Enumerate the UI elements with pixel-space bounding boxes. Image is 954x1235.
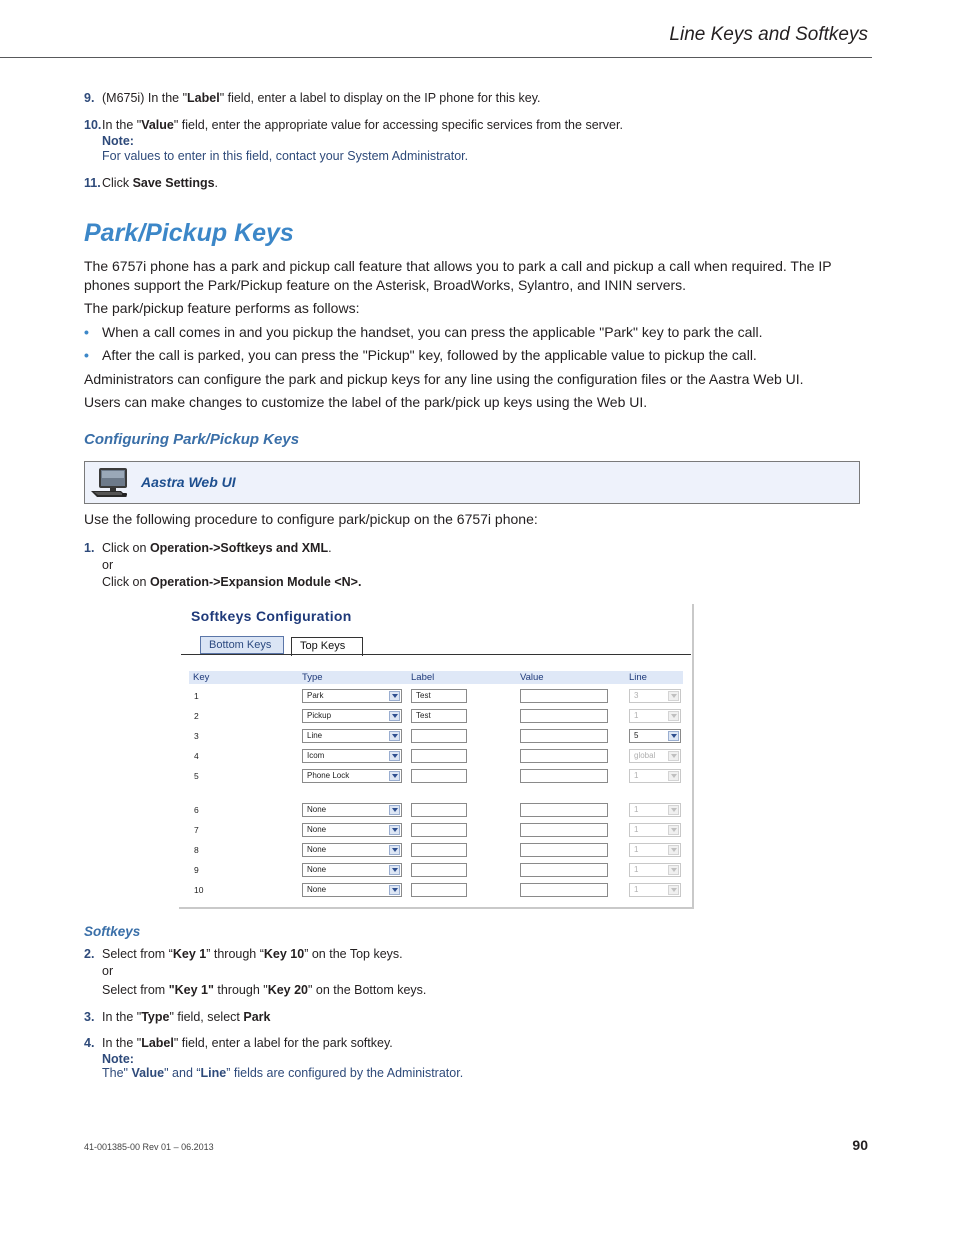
step-number: 11. [84,176,101,190]
chevron-down-icon [389,825,400,835]
step-number: 2. [84,947,95,961]
step-bold: Park [243,1010,271,1024]
line-select-value: 5 [634,731,639,740]
admins-text: Administrators can configure the park and pickup keys for any line using the configuration files or the Aastra Web UI. [84,371,804,387]
type-select-value: None [307,825,327,834]
step-text: ” through “ [206,947,264,961]
value-input[interactable] [520,689,608,703]
row-key-number: 4 [194,751,199,761]
step-2 [84,946,403,963]
chevron-down-icon [668,771,679,781]
tab-underline [181,654,691,655]
value-input[interactable] [520,749,608,763]
step-bold: Label [141,1036,174,1050]
label-input[interactable] [411,709,467,723]
bullet-text: After the call is parked, you can press the "Pickup" key, followed by the applicable value to pickup the call. [102,347,757,363]
type-select[interactable] [302,843,402,857]
procedure-intro: Use the following procedure to configure park/pickup on the 6757i phone: [84,511,538,527]
chevron-down-icon [389,691,400,701]
line-select [629,863,681,877]
chevron-down-icon [389,771,400,781]
step-text: " field, enter the appropriate value for accessing specific services from the server. [173,118,623,132]
line-select [629,883,681,897]
line-select [629,803,681,817]
chevron-down-icon [668,751,679,761]
col-type: Type [302,672,323,683]
type-select-value: Pickup [307,711,332,720]
chevron-down-icon [389,711,400,721]
type-select[interactable] [302,769,402,783]
step-text: In the " [102,1010,142,1024]
type-select-value: Icom [307,751,325,760]
value-input[interactable] [520,883,608,897]
line-select [629,689,681,703]
type-select-value: Line [307,731,323,740]
page-number: 90 [852,1137,868,1153]
line-select[interactable] [629,729,681,743]
line-select [629,749,681,763]
line-select [629,769,681,783]
chevron-down-icon [389,885,400,895]
row-key-number: 10 [194,885,204,895]
line-select-value: 1 [634,865,639,874]
step-bold: Value [141,118,174,132]
intro-line-1: The 6757i phone has a park and pickup call feature that allows you to park a call and pickup a call when required. The IP [84,258,832,274]
step-1 [84,540,332,557]
label-input[interactable] [411,823,467,837]
step-text: " field, enter a label for the park softkey. [173,1036,393,1050]
step-text: Select from “ [102,947,173,961]
line-select-value: global [634,751,656,760]
step-bold: Key 20 [267,983,308,997]
step-text: ” on the Top keys. [304,947,403,961]
step-11 [84,175,218,192]
type-select[interactable] [302,729,402,743]
type-select-value: None [307,865,327,874]
row-key-number: 6 [194,805,199,815]
chevron-down-icon [668,825,679,835]
step-text: Click on [102,541,150,555]
type-select-value: Park [307,691,324,700]
col-line: Line [629,672,647,683]
label-input[interactable] [411,749,467,763]
label-input[interactable] [411,843,467,857]
note-text: For values to enter in this field, contact your System Administrator. [102,149,469,163]
step-bold: Type [141,1010,170,1024]
computer-icon [91,467,129,499]
note-segment: ” fields are configured by the Administrator. [226,1066,464,1080]
value-input[interactable] [520,769,608,783]
line-select-value: 1 [634,825,639,834]
chevron-down-icon [668,885,679,895]
step-2-or: or [102,964,114,978]
label-input[interactable] [411,729,467,743]
step-text: " field, enter a label to display on the IP phone for this key. [219,91,541,105]
line-select-value: 1 [634,845,639,854]
note-segment: The" [102,1066,132,1080]
row-key-number: 1 [194,691,199,701]
chevron-down-icon [389,751,400,761]
step-bold: Save Settings [132,176,215,190]
note-segment: " and “ [164,1066,201,1080]
type-select-value: Phone Lock [307,771,350,780]
intro-line-2: phones support the Park/Pickup feature on the Asterisk, BroadWorks, Sylantro, and ININ servers. [84,277,687,293]
value-input[interactable] [520,803,608,817]
web-ui-label: Aastra Web UI [141,474,236,490]
bullet-icon: • [84,324,89,340]
line-select [629,823,681,837]
performs-text: The park/pickup feature performs as follows: [84,300,360,316]
tab-bottom-keys[interactable]: Bottom Keys [200,636,284,654]
bullet-item [84,323,763,342]
line-select-value: 1 [634,885,639,894]
running-header-title: Line Keys and Softkeys [669,24,868,45]
col-key: Key [193,672,210,683]
step-text: through " [213,983,268,997]
step-number: 4. [84,1036,95,1050]
type-select[interactable] [302,863,402,877]
chevron-down-icon [668,845,679,855]
row-key-number: 2 [194,711,199,721]
bullet-icon: • [84,347,89,363]
step-bold: "Key 1" [168,983,214,997]
web-ui-callout [84,461,860,504]
label-input[interactable] [411,863,467,877]
type-select[interactable] [302,709,402,723]
chevron-down-icon [668,691,679,701]
line-select [629,843,681,857]
chevron-down-icon [389,865,400,875]
step-bold: Operation->Expansion Module <N>. [149,575,362,589]
step-bold: Operation->Softkeys and XML [149,541,329,555]
label-input[interactable] [411,689,467,703]
col-value: Value [520,672,544,683]
note-bold: Line [200,1066,227,1080]
label-input[interactable] [411,883,467,897]
step-text: " on the Bottom keys. [308,983,427,997]
line-select [629,709,681,723]
value-input[interactable] [520,823,608,837]
note-label: Note: [102,1052,134,1066]
step-bold: Key 10 [263,947,305,961]
type-select[interactable] [302,883,402,897]
type-select[interactable] [302,749,402,763]
users-text: Users can make changes to customize the label of the park/pick up keys using the Web UI. [84,394,648,410]
line-select-value: 1 [634,711,639,720]
label-input[interactable] [411,769,467,783]
value-input[interactable] [520,863,608,877]
col-label: Label [411,672,435,683]
note-text [102,1066,463,1080]
chevron-down-icon [389,805,400,815]
section-heading: Park/Pickup Keys [84,219,294,247]
softkeys-configuration-screenshot [179,604,694,909]
step-9 [84,90,541,107]
line-select-value: 3 [634,691,639,700]
value-input[interactable] [520,729,608,743]
step-3 [84,1009,270,1026]
chevron-down-icon [668,711,679,721]
row-key-number: 9 [194,865,199,875]
chevron-down-icon [389,731,400,741]
type-select[interactable] [302,689,402,703]
step-1-or: or [102,558,114,572]
header-rule [0,57,872,58]
step-number: 10. [84,118,102,132]
step-text: Click [102,176,133,190]
step-text: (M675i) In the " [102,91,188,105]
step-number: 3. [84,1010,95,1024]
step-number: 1. [84,541,95,555]
row-key-number: 5 [194,771,199,781]
table-header [189,671,683,684]
line-select-value: 1 [634,805,639,814]
chevron-down-icon [668,731,679,741]
step-text: Click on [102,575,150,589]
row-key-number: 7 [194,825,199,835]
document-id: 41-001385-00 Rev 01 – 06.2013 [84,1142,214,1152]
value-input[interactable] [520,843,608,857]
type-select[interactable] [302,823,402,837]
label-input-value: Test [416,711,431,720]
step-text: " field, select [169,1010,244,1024]
step-text: . [328,541,332,555]
step-text: Select from [102,983,169,997]
type-select[interactable] [302,803,402,817]
step-bold: Label [187,91,220,105]
bullet-text: When a call comes in and you pickup the handset, you can press the applicable "Park" key to park the call. [102,324,763,340]
step-text: In the " [102,118,142,132]
tab-top-keys[interactable]: Top Keys [291,637,363,656]
value-input[interactable] [520,709,608,723]
chevron-down-icon [668,865,679,875]
bullet-item [84,346,757,365]
line-select-value: 1 [634,771,639,780]
step-text: . [214,176,219,190]
step-number: 9. [84,91,95,105]
step-2-alt [102,982,426,999]
type-select-value: None [307,885,327,894]
chevron-down-icon [389,845,400,855]
type-select-value: None [307,845,327,854]
type-select-value: None [307,805,327,814]
chevron-down-icon [668,805,679,815]
row-key-number: 3 [194,731,199,741]
step-4 [84,1035,393,1052]
figure-caption: Softkeys [84,924,141,939]
step-text: In the " [102,1036,142,1050]
step-10 [84,117,623,134]
label-input[interactable] [411,803,467,817]
label-input-value: Test [416,691,431,700]
step-1-alt [102,574,361,591]
note-label: Note: [102,134,134,148]
note-bold: Value [131,1066,165,1080]
screenshot-title: Softkeys Configuration [191,608,352,624]
step-bold: Key 1 [172,947,207,961]
subsection-heading: Configuring Park/Pickup Keys [84,431,300,448]
row-key-number: 8 [194,845,199,855]
